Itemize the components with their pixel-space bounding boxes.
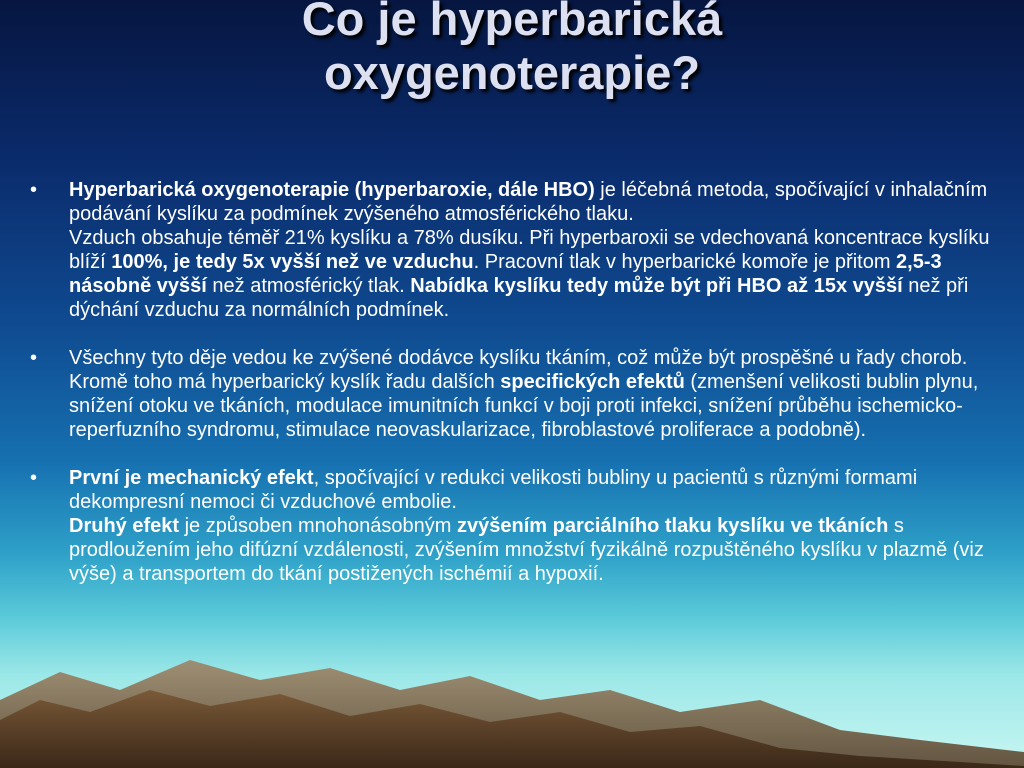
bold-text: Nabídka kyslíku tedy může být při HBO až 15x vyšší <box>410 275 903 297</box>
paragraph <box>69 514 995 586</box>
bullet-item-effects <box>30 346 995 442</box>
slide-body <box>30 178 995 610</box>
bold-text: Druhý efekt <box>69 515 180 537</box>
text: než při dýchání vzduchu za normálních podmínek. <box>69 275 969 321</box>
text: , spočívající v redukci velikosti bubliny u pacientů s různými formami dekompresní nemoci či vzduchové embolie. <box>69 467 918 513</box>
title-line-1: Co je hyperbarická <box>301 0 723 45</box>
text: Všechny tyto děje vedou ke zvýšené dodávce kyslíku tkáním, což může být prospěšné u řady chorob. Kromě toho má hyperbarický kyslík řadu dalších <box>69 347 968 393</box>
bold-text: První je mechanický efekt <box>69 467 314 489</box>
bullet-item-hbo-definition <box>30 178 995 322</box>
text: je léčebná metoda, spočívající v inhalačním podávání kyslíku za podmínek zvýšeného atmosférického tlaku. <box>69 179 988 225</box>
bullet-item-mechanisms <box>30 466 995 586</box>
bold-text: specifických efektů <box>500 371 685 393</box>
text: s prodloužením jeho difúzní vzdálenosti, zvýšením množství fyzikálně rozpuštěného kyslíku v plazmě (viz výše) a transportem do tkání postižených ischémií a hypoxií. <box>69 515 984 585</box>
paragraph <box>69 346 995 442</box>
paragraph <box>69 178 995 226</box>
bold-text: Hyperbarická oxygenoterapie (hyperbaroxie, dále HBO) <box>69 179 595 201</box>
text: (zmenšení velikosti bublin plynu, snížení otoku ve tkáních, modulace imunitních funkcí v boji proti infekci, snížení průběhu ischemicko-reperfuzního syndromu, stimulace neovaskularizace, fibroblastové proliferace a podobně). <box>69 371 979 441</box>
bold-text: zvýšením parciálního tlaku kyslíku ve tkáních <box>457 515 889 537</box>
text: je způsoben mnohonásobným <box>179 515 457 537</box>
text: Vzduch obsahuje téměř 21% kyslíku a 78% dusíku. Při hyperbaroxii se vdechovaná koncentrace kyslíku blíží <box>69 227 990 273</box>
bold-text: 2,5-3 násobně vyšší <box>69 251 942 297</box>
paragraph <box>69 466 995 514</box>
text: než atmosférický tlak. <box>206 275 411 297</box>
paragraph <box>69 226 995 322</box>
bullet-marker: • <box>30 347 38 369</box>
bold-text: 100%, je tedy 5x vyšší než ve vzduchu <box>111 251 474 273</box>
text: . Pracovní tlak v hyperbarické komoře je přitom <box>473 251 897 273</box>
title-line-2: oxygenoterapie? <box>323 46 701 99</box>
bullet-marker: • <box>30 467 38 489</box>
bullet-marker: • <box>30 179 38 201</box>
slide-title <box>0 0 1024 100</box>
